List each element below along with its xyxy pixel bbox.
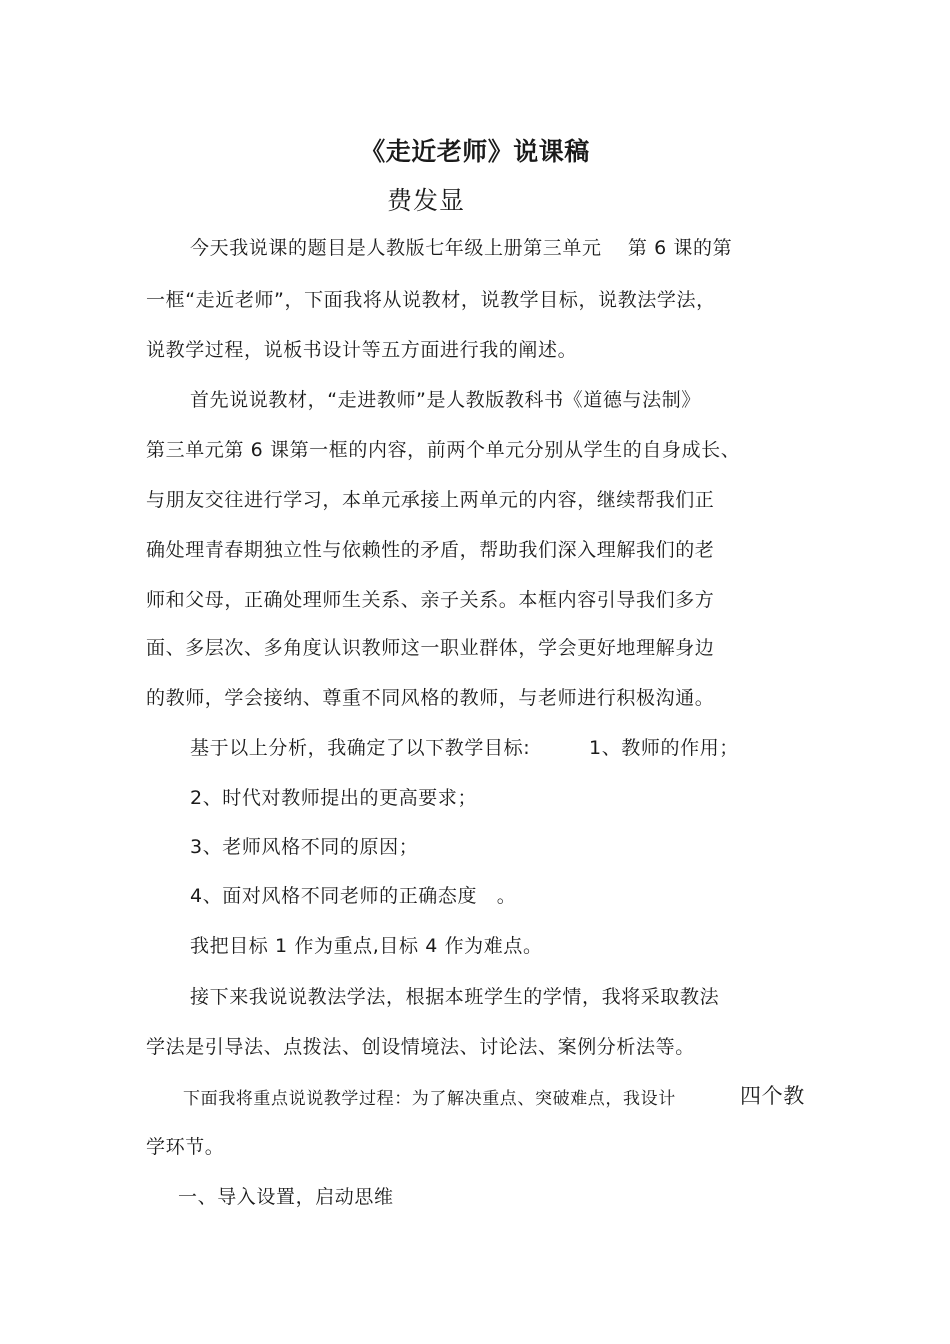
paragraph-line: 接下来我说说教法学法，根据本班学生的学情，我将采取教法 [190, 986, 720, 1008]
document-author: 费发显 [387, 186, 466, 215]
paragraph-line: 我把目标 1 作为重点,目标 4 作为难点。 [190, 935, 543, 957]
paragraph-line: 面、多层次、多角度认识教师这一职业群体，学会更好地理解身边 [146, 637, 715, 659]
paragraph-line: 下面我将重点说说教学过程：为了解决重点、突破难点，我设计 [183, 1089, 676, 1109]
paragraph-line: 一框“走近老师”，下面我将从说教材，说教学目标，说教法学法， [146, 289, 716, 311]
paragraph-line: 说教学过程，说板书设计等五方面进行我的阐述。 [146, 339, 578, 361]
paragraph-line: 学环节。 [146, 1136, 225, 1158]
document-title: 《走近老师》说课稿 [360, 137, 590, 166]
paragraph-line: 四个教 [740, 1084, 805, 1108]
paragraph-line: 4、面对风格不同老师的正确态度 。 [190, 885, 517, 907]
paragraph-line: 与朋友交往进行学习，本单元承接上两单元的内容，继续帮我们正 [146, 489, 715, 511]
paragraph-line: 基于以上分析，我确定了以下教学目标: 1、教师的作用； [190, 737, 739, 759]
paragraph-line: 确处理青春期独立性与依赖性的矛盾，帮助我们深入理解我们的老 [146, 539, 715, 561]
paragraph-line: 2、时代对教师提出的更高要求； [190, 787, 478, 809]
section-heading: 一、导入设置，启动思维 [178, 1186, 394, 1208]
paragraph-line: 学法是引导法、点拨法、创设情境法、讨论法、案例分析法等。 [146, 1036, 695, 1058]
paragraph-line: 第三单元第 6 课第一框的内容，前两个单元分别从学生的自身成长、 [146, 439, 741, 461]
paragraph-line: 师和父母，正确处理师生关系、亲子关系。本框内容引导我们多方 [146, 589, 715, 611]
paragraph-line: 3、老师风格不同的原因； [190, 836, 419, 858]
paragraph-line: 的教师，学会接纳、尊重不同风格的教师，与老师进行积极沟通。 [146, 687, 715, 709]
paragraph-line: 今天我说课的题目是人教版七年级上册第三单元 第 6 课的第 [190, 237, 733, 259]
paragraph-line: 首先说说教材，“走进教师”是人教版教科书《道德与法制》 [190, 389, 701, 411]
